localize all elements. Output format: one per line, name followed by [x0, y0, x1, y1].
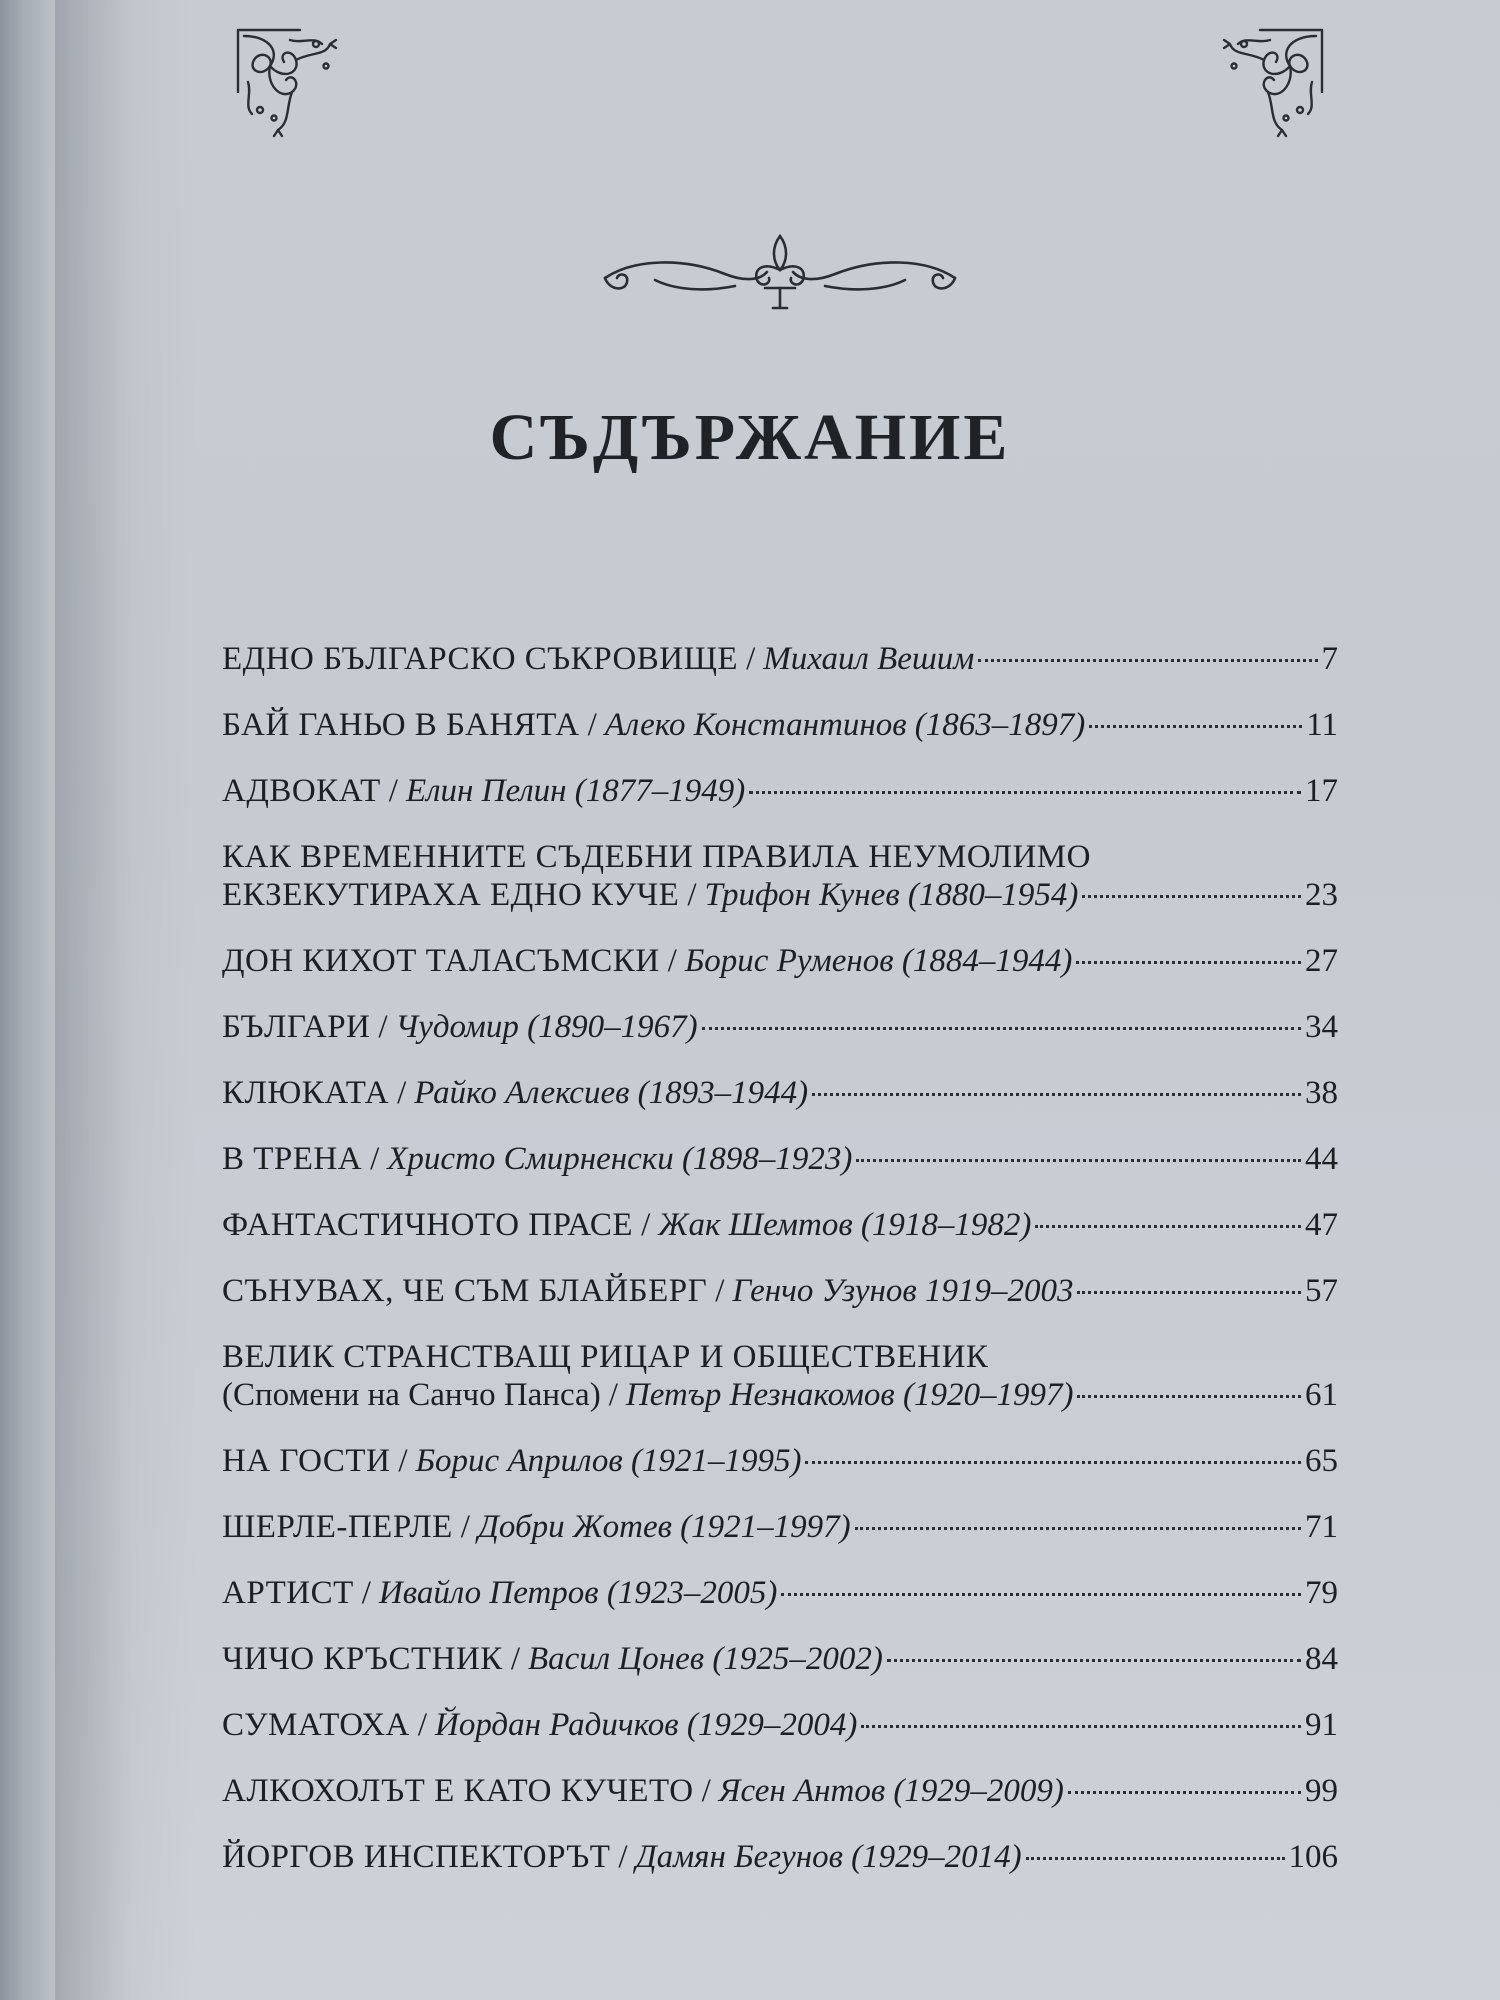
- toc-entry[interactable]: [222, 1706, 1338, 1744]
- author-name: Михаил Вешим: [763, 641, 975, 677]
- toc-entry[interactable]: [222, 772, 1338, 810]
- author-name: Елин Пелин (1877–1949): [405, 773, 746, 809]
- page-title: СЪДЪРЖАНИЕ: [489, 401, 1011, 474]
- author-name: Борис Руменов (1884–1944): [684, 943, 1073, 979]
- author-name: Трифон Кунев (1880–1954): [704, 877, 1079, 913]
- story-title: ФАНТАСТИЧНОТО ПРАСЕ: [222, 1207, 634, 1243]
- dot-leader: [1082, 895, 1301, 898]
- toc-entry[interactable]: [222, 1838, 1338, 1876]
- toc-entry[interactable]: [222, 1206, 1338, 1244]
- dot-leader: [1035, 1225, 1301, 1228]
- story-title: НА ГОСТИ: [222, 1443, 391, 1479]
- dot-leader: [749, 791, 1301, 794]
- page-number: 84: [1305, 1641, 1338, 1677]
- separator: /: [608, 1377, 618, 1413]
- dot-leader: [1076, 961, 1301, 964]
- toc-entry[interactable]: [222, 1772, 1338, 1810]
- story-title: АДВОКАТ: [222, 773, 381, 809]
- dot-leader: [1077, 1395, 1301, 1398]
- story-title: ЕКЗЕКУТИРАХА ЕДНО КУЧЕ: [222, 877, 680, 913]
- author-name: Христо Смирненски (1898–1923): [387, 1141, 853, 1177]
- dot-leader: [1068, 1791, 1301, 1794]
- separator: /: [397, 1075, 407, 1111]
- page-number: 71: [1305, 1509, 1338, 1545]
- toc-entry[interactable]: [222, 1508, 1338, 1546]
- story-title: КЛЮКАТА: [222, 1075, 390, 1111]
- dot-leader: [856, 1159, 1301, 1162]
- dot-leader: [781, 1593, 1301, 1596]
- corner-flourish-icon: [1210, 22, 1330, 142]
- separator: /: [618, 1839, 628, 1875]
- separator: /: [746, 641, 756, 677]
- separator: /: [701, 1773, 711, 1809]
- story-title: ЧИЧО КРЪСТНИК: [222, 1641, 503, 1677]
- author-name: Добри Жотев (1921–1997): [477, 1509, 851, 1545]
- story-title: ЙОРГОВ ИНСПЕКТОРЪТ: [222, 1839, 611, 1875]
- story-title: БАЙ ГАНЬО В БАНЯТА: [222, 707, 580, 743]
- author-name: Ясен Антов (1929–2009): [718, 1773, 1064, 1809]
- separator: /: [417, 1707, 428, 1743]
- author-name: Чудомир (1890–1967): [395, 1009, 698, 1045]
- separator: /: [687, 877, 697, 913]
- separator: /: [398, 1443, 408, 1479]
- toc-entry[interactable]: [222, 1140, 1338, 1178]
- page-number: 79: [1305, 1575, 1338, 1611]
- page-number: 17: [1305, 773, 1338, 809]
- dot-leader: [1089, 725, 1302, 728]
- dot-leader: [861, 1725, 1301, 1728]
- author-name: Райко Алексиев (1893–1944): [414, 1075, 809, 1111]
- story-title-line1: ВЕЛИК СТРАНСТВАЩ РИЦАР И ОБЩЕСТВЕНИК: [222, 1339, 989, 1375]
- page-number: 23: [1305, 877, 1338, 913]
- separator: /: [378, 1009, 388, 1045]
- story-title: АЛКОХОЛЪТ Е КАТО КУЧЕТО: [222, 1773, 694, 1809]
- toc-entry[interactable]: [222, 1640, 1338, 1678]
- story-subtitle: (Спомени на Санчо Панса): [222, 1377, 601, 1413]
- author-name: Дамян Бегунов (1929–2014): [635, 1839, 1022, 1875]
- facing-page-edge: [0, 0, 55, 2000]
- story-title: АРТИСТ: [222, 1575, 354, 1611]
- toc-entry[interactable]: [222, 1574, 1338, 1612]
- author-name: Генчо Узунов 1919–2003: [732, 1273, 1074, 1309]
- story-title: ДОН КИХОТ ТАЛАСЪМСКИ: [222, 943, 660, 979]
- separator: /: [388, 773, 398, 809]
- toc-entry[interactable]: [222, 640, 1338, 678]
- story-title: ШЕРЛЕ-ПЕРЛЕ: [222, 1509, 453, 1545]
- toc-entry[interactable]: [222, 1338, 1338, 1414]
- page-number: 34: [1305, 1009, 1338, 1045]
- dot-leader: [812, 1093, 1301, 1096]
- author-name: Петър Незнакомов (1920–1997): [625, 1377, 1074, 1413]
- separator: /: [370, 1141, 380, 1177]
- table-of-contents: [222, 640, 1338, 1904]
- page-number: 61: [1305, 1377, 1338, 1413]
- separator: /: [510, 1641, 520, 1677]
- toc-entry[interactable]: [222, 1442, 1338, 1480]
- page-number: 65: [1305, 1443, 1338, 1479]
- page-number: 91: [1305, 1707, 1338, 1743]
- author-name: Ивайло Петров (1923–2005): [378, 1575, 778, 1611]
- dot-leader: [887, 1659, 1301, 1662]
- author-name: Йордан Радичков (1929–2004): [435, 1707, 858, 1743]
- toc-entry[interactable]: [222, 1008, 1338, 1046]
- author-name: Алеко Константинов (1863–1897): [604, 707, 1086, 743]
- page-number: 106: [1288, 1839, 1338, 1875]
- gutter-shadow: [55, 0, 195, 2000]
- story-title: В ТРЕНА: [222, 1141, 363, 1177]
- separator: /: [361, 1575, 371, 1611]
- page-number: 47: [1305, 1207, 1338, 1243]
- author-name: Васил Цонев (1925–2002): [527, 1641, 883, 1677]
- dot-leader: [1026, 1857, 1285, 1860]
- page-number: 57: [1305, 1273, 1338, 1309]
- dot-leader: [978, 659, 1317, 662]
- toc-entry[interactable]: [222, 838, 1338, 914]
- author-name: Жак Шемтов (1918–1982): [658, 1207, 1032, 1243]
- page-number: 38: [1305, 1075, 1338, 1111]
- page-number: 27: [1305, 943, 1338, 979]
- story-title: СУМАТОХА: [222, 1707, 410, 1743]
- page-number: 44: [1305, 1141, 1338, 1177]
- story-title-line1: КАК ВРЕМЕННИТЕ СЪДЕБНИ ПРАВИЛА НЕУМОЛИМО: [222, 839, 1091, 875]
- toc-entry[interactable]: [222, 1272, 1338, 1310]
- story-title: БЪЛГАРИ: [222, 1009, 371, 1045]
- story-title: ЕДНО БЪЛГАРСКО СЪКРОВИЩЕ: [222, 641, 739, 677]
- page-number: 7: [1321, 641, 1338, 677]
- separator: /: [460, 1509, 470, 1545]
- fleur-de-lis-divider-icon: [595, 228, 965, 318]
- dot-leader: [1077, 1291, 1301, 1294]
- story-title: СЪНУВАХ, ЧЕ СЪМ БЛАЙБЕРГ: [222, 1273, 708, 1309]
- dot-leader: [702, 1027, 1301, 1030]
- author-name: Борис Априлов (1921–1995): [415, 1443, 802, 1479]
- page-number: 99: [1305, 1773, 1338, 1809]
- separator: /: [641, 1207, 651, 1243]
- toc-entry[interactable]: [222, 942, 1338, 980]
- separator: /: [667, 943, 677, 979]
- separator: /: [587, 707, 597, 743]
- dot-leader: [855, 1527, 1301, 1530]
- toc-entry[interactable]: [222, 706, 1338, 744]
- dot-leader: [805, 1461, 1301, 1464]
- toc-entry[interactable]: [222, 1074, 1338, 1112]
- separator: /: [715, 1273, 725, 1309]
- corner-flourish-icon: [230, 22, 350, 142]
- page-number: 11: [1306, 707, 1338, 743]
